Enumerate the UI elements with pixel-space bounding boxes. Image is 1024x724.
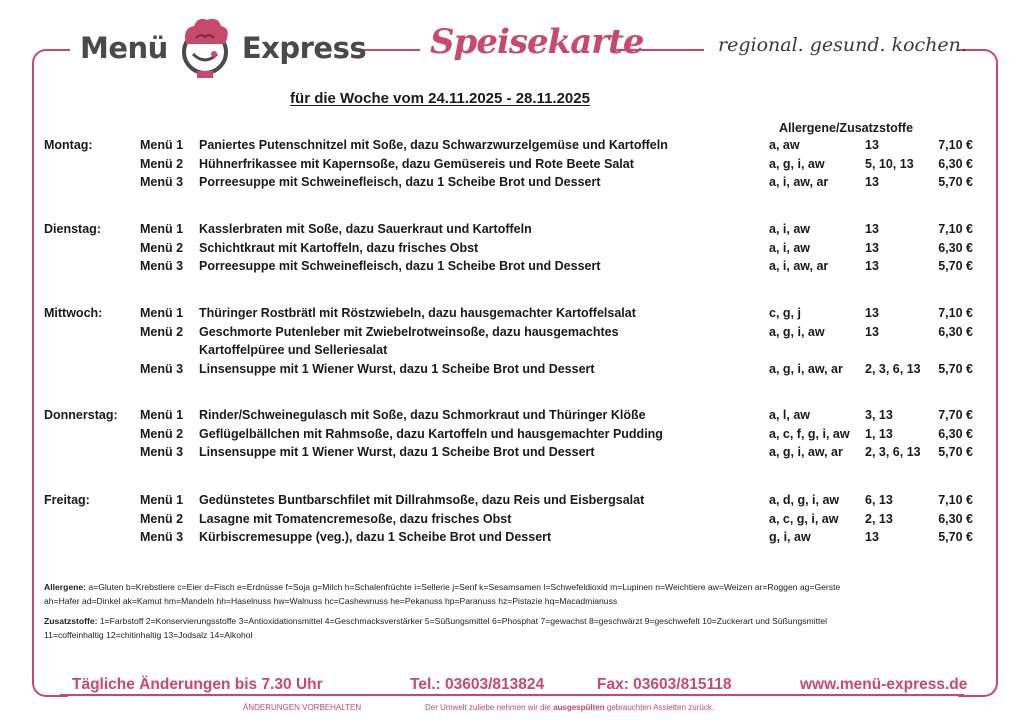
price: 5,70 € [938,361,973,376]
additives: 13 [865,530,879,544]
allergens: a, i, aw, ar [769,259,829,273]
environment-note: Der Umwelt zuliebe nehmen wir die ausgespülten gebrauchten Assietten zurück. [425,703,715,712]
dish-name: Hühnerfrikassee mit Kapernsoße, dazu Gemüsereis und Rote Beete Salat [199,156,634,171]
dish-name: Paniertes Putenschnitzel mit Soße, dazu Schwarzwurzelgemüse und Kartoffeln [199,138,668,152]
dish-name-continued: Kartoffelpüree und Selleriesalat [199,343,388,357]
additives: 2, 13 [865,511,893,526]
price: 5,70 € [938,445,973,459]
fax-number: Fax: 03603/815118 [597,676,732,693]
allergens: c, g, j [769,306,801,320]
allergens: a, l, aw [769,408,810,422]
column-header-allergens: Allergene/Zusatzstoffe [779,121,914,135]
menu-number: Menü 1 [140,306,184,320]
changes-reserved: ÄNDERUNGEN VORBEHALTEN [243,703,362,712]
frame-border-bottom [60,694,964,696]
menu-number: Menü 2 [140,511,184,526]
allergens: a, c, g, i, aw [769,511,839,526]
daily-changes-note: Tägliche Änderungen bis 7.30 Uhr [72,676,323,693]
price: 6,30 € [938,156,973,171]
dish-name: Kürbiscremesuppe (veg.), dazu 1 Scheibe Brot und Dessert [199,530,552,544]
website-link[interactable]: www.menü-express.de [800,676,968,693]
dish-name: Gedünstetes Buntbarschfilet mit Dillrahmsoße, dazu Reis und Eisbergsalat [199,493,645,507]
additives: 13 [865,222,879,236]
additives: 2, 3, 6, 13 [865,445,921,459]
price: 7,10 € [938,222,973,236]
additives: 13 [865,138,879,152]
additives: 13 [865,306,879,320]
price: 6,30 € [938,324,973,339]
day-label: Dienstag: [44,222,101,236]
price: 7,10 € [938,138,973,152]
additives: 13 [865,175,879,189]
allergens: a, i, aw [769,222,810,236]
allergens: a, d, g, i, aw [769,493,840,507]
divider [60,49,70,51]
menu-number: Menü 3 [140,175,184,189]
menu-number: Menü 3 [140,530,184,544]
day-label: Mittwoch: [44,306,103,320]
menu-number: Menü 3 [140,361,184,376]
price: 5,70 € [938,530,973,544]
week-range: für die Woche vom 24.11.2025 - 28.11.2025 [290,90,590,107]
dish-name: Geflügelbällchen mit Rahmsoße, dazu Kartoffeln und hausgemachter Pudding [199,426,663,441]
menu-number: Menü 2 [140,324,184,339]
allergens: a, g, i, aw, ar [769,445,843,459]
additives: 13 [865,324,879,339]
chef-icon [174,14,236,82]
tagline: regional. gesund. kochen. [718,34,967,56]
additives: 5, 10, 13 [865,156,914,171]
price: 5,70 € [938,175,973,189]
dish-name: Schichtkraut mit Kartoffeln, dazu frisches Obst [199,240,479,255]
dish-name: Porreesuppe mit Schweinefleisch, dazu 1 Scheibe Brot und Dessert [199,259,601,273]
additive-legend: Zusatzstoffe: 1=Farbstoff 2=Konservierungsstoffe 3=Antioxidationsmittel 4=Geschmacksverstärker 5=Süßungsmittel 6=Phosphat 7=gewachst 8=geschwärzt 9=geschwefelt 10=Zuckerart und Süßungsmittel 11=coffeinhaltig 12=chitinhaltig 13=Jodsalz 14=Alkohol [44,616,828,640]
price: 7,70 € [938,408,973,422]
allergens: a, i, aw, ar [769,175,829,189]
allergens: a, i, aw [769,240,810,255]
allergens: a, g, i, aw [769,156,825,171]
day-label: Donnerstag: [44,408,118,422]
menu-number: Menü 1 [140,493,184,507]
menu-number: Menü 3 [140,259,184,273]
allergens: a, g, i, aw, ar [769,361,843,376]
menu-number: Menü 2 [140,240,184,255]
price: 7,10 € [938,493,973,507]
logo-text-left: Menü [80,31,168,65]
price: 6,30 € [938,426,973,441]
menu-number: Menü 2 [140,426,184,441]
dish-name: Linsensuppe mit 1 Wiener Wurst, dazu 1 Scheibe Brot und Dessert [199,445,595,459]
allergen-legend: Allergene: a=Gluten b=Krebstiere c=Eier d=Fisch e=Erdnüsse f=Soja g=Milch h=Schalenfrüchte i=Sellerie j=Senf k=Sesamsamen l=Schwefeldioxid m=Lupinen n=Weichtiere aw=Weizen ar=Roggen ag=Gerste ah=Hafer ad=Dinkel ak=Kamut hm=Mandeln hh=Haselnuss hw=Walnuss hc=Cashewnuss he=Pekanuss hp=Paranuss hz=Pistazie hq=Macadmianuss [44,582,841,606]
menu-number: Menü 1 [140,222,184,236]
allergens: g, i, aw [769,530,811,544]
menu-number: Menü 1 [140,138,184,152]
additives: 6, 13 [865,493,893,507]
day-label: Freitag: [44,493,90,507]
menu-number: Menü 1 [140,408,184,422]
dish-name: Geschmorte Putenleber mit Zwiebelrotweinsoße, dazu hausgemachtes [199,324,619,339]
dish-name: Porreesuppe mit Schweinefleisch, dazu 1 Scheibe Brot und Dessert [199,175,601,189]
logo [80,14,366,82]
logo-text-right: Express [241,31,367,65]
menu-number: Menü 3 [140,445,184,459]
page-title: Speisekarte [430,22,644,62]
additives: 3, 13 [865,408,893,422]
dish-name: Thüringer Rostbrätl mit Röstzwiebeln, dazu hausgemachter Kartoffelsalat [199,306,636,320]
allergens: a, c, f, g, i, aw [769,426,850,441]
price: 7,10 € [938,306,973,320]
additives: 13 [865,259,879,273]
day-label: Montag: [44,138,93,152]
price: 6,30 € [938,511,973,526]
allergens: a, aw [769,138,800,152]
dish-name: Rinder/Schweinegulasch mit Soße, dazu Schmorkraut und Thüringer Klöße [199,408,646,422]
dish-name: Kasslerbraten mit Soße, dazu Sauerkraut und Kartoffeln [199,222,532,236]
additives: 2, 3, 6, 13 [865,361,921,376]
allergens: a, g, i, aw [769,324,825,339]
price: 5,70 € [938,259,973,273]
menu-number: Menü 2 [140,156,184,171]
additives: 1, 13 [865,426,893,441]
price: 6,30 € [938,240,973,255]
phone-number[interactable]: Tel.: 03603/813824 [410,676,545,693]
dish-name: Lasagne mit Tomatencremesoße, dazu frisches Obst [199,511,512,526]
additives: 13 [865,240,879,255]
dish-name: Linsensuppe mit 1 Wiener Wurst, dazu 1 Scheibe Brot und Dessert [199,361,595,376]
